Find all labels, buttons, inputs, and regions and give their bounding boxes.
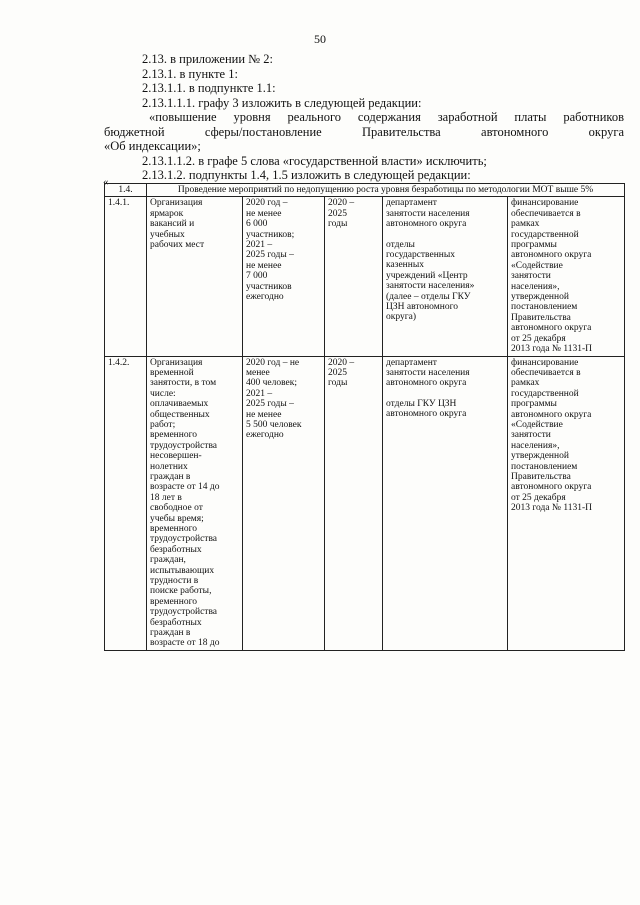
page-number: 50 — [314, 32, 326, 46]
measures-table — [104, 183, 625, 651]
opening-quote-mark: « — [103, 176, 109, 188]
table-row — [105, 356, 625, 650]
paragraph: «повышение уровня реального содержания заработной платы работников — [149, 110, 624, 124]
measure-volume: 2020 год – не менее 400 человек; 2021 – 2025 годы – не менее 5 500 человек ежегодно — [243, 356, 325, 650]
measure-executors — [383, 356, 508, 650]
measure-volume: 2020 год – не менее 6 000 участников; 2021 – 2025 годы – не менее 7 000 участников ежегодно — [243, 197, 325, 356]
table-row — [105, 197, 625, 356]
paragraph: 2.13. в приложении № 2: — [142, 52, 273, 66]
measure-term: 2020 – 2025 годы — [325, 356, 383, 650]
paragraph: «Об индексации»; — [104, 139, 201, 153]
executor-secondary: отделы ГКУ ЦЗН автономного округа — [386, 398, 467, 420]
section-number: 1.4. — [105, 184, 147, 197]
measure-executors — [383, 197, 508, 356]
paragraph: 2.13.1. в пункте 1: — [142, 66, 238, 81]
measure-name: Организация ярмарок вакансий и учебных рабочих мест — [147, 197, 243, 356]
executor-primary: департамент занятости населения автономного округа — [386, 198, 470, 230]
section-title: Проведение мероприятий по недопущению роста уровня безработицы по методологии МОТ выше 5% — [147, 184, 625, 197]
measure-financing: финансирование обеспечивается в рамках государственной программы автономного округа «Содействие занятости населения», утвержденной постановлением Правительства автономного округа от 25 декабря 2013 года № 1131-П — [508, 356, 625, 650]
document-body — [104, 52, 624, 183]
executor-secondary: отделы государственных казенных учреждений «Центр занятости населения» (далее – отделы ГКУ ЦЗН автономного округа) — [386, 239, 475, 323]
measure-financing: финансирование обеспечивается в рамках государственной программы автономного округа «Содействие занятости населения», утвержденной постановлением Правительства автономного округа от 25 декабря 2013 года № 1131-П — [508, 197, 625, 356]
row-number: 1.4.1. — [105, 197, 147, 356]
executor-primary: департамент занятости населения автономного округа — [386, 357, 470, 389]
paragraph: 2.13.1.1.1. графу 3 изложить в следующей редакции: — [142, 95, 422, 110]
measure-name: Организация временной занятости, в том числе: оплачиваемых общественных работ; временного трудоустройства несовершен- нолетних граждан в возрасте от 14 до 18 лет в свободное от учебы время; временного трудоустройства безработных граждан, испытывающих трудности в поиске работы, временного трудоустройства безработных граждан в возрасте от 18 до — [147, 356, 243, 650]
paragraph: 2.13.1.1. в подпункте 1.1: — [142, 81, 276, 95]
paragraph: бюджетной сферы/постановление Правительства автономного округа — [104, 124, 624, 139]
paragraph: 2.13.1.1.2. в графе 5 слова «государственной власти» исключить; — [142, 153, 487, 168]
row-number: 1.4.2. — [105, 356, 147, 650]
paragraph: 2.13.1.2. подпункты 1.4, 1.5 изложить в следующей редакции: — [142, 168, 471, 182]
section-row — [105, 184, 625, 197]
measure-term: 2020 – 2025 годы — [325, 197, 383, 356]
